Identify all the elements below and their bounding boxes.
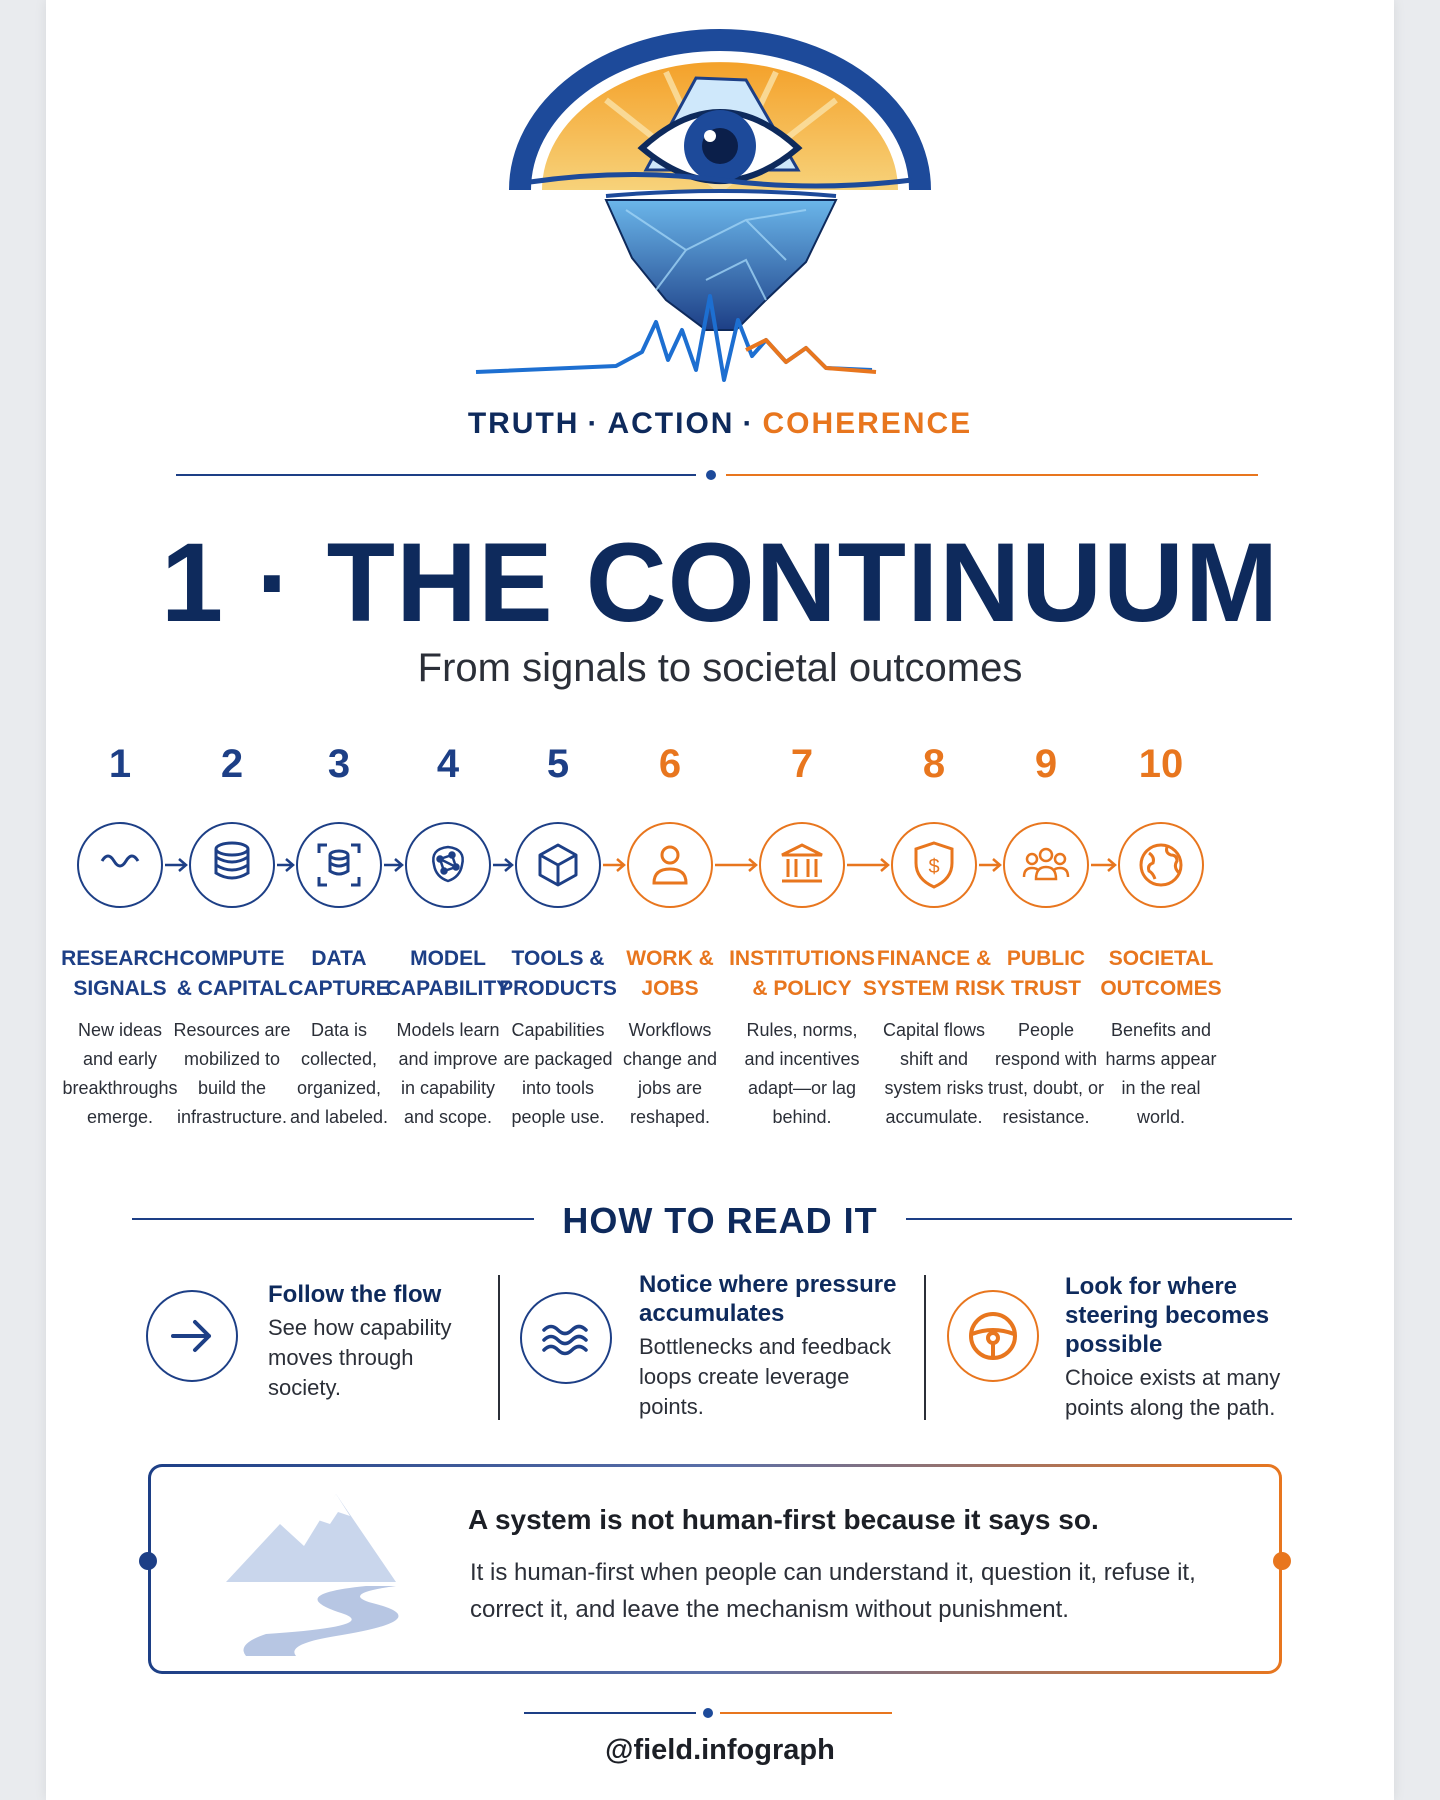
step-number: 10 bbox=[1138, 742, 1184, 786]
flow-arrow-icon bbox=[1091, 855, 1120, 875]
how-item-title: Notice where pressure accumulates bbox=[639, 1271, 897, 1327]
step-description: Capabilities are packaged into tools people use. bbox=[503, 1020, 613, 1127]
step-title-line: PUBLIC bbox=[1006, 947, 1086, 970]
step-title-line: TOOLS & bbox=[511, 947, 605, 970]
step-number: 6 bbox=[658, 742, 682, 786]
step-number: 7 bbox=[790, 742, 814, 786]
step-number: 8 bbox=[922, 742, 946, 786]
step-description: Capital flows shift and system risks accumulate. bbox=[882, 1020, 986, 1127]
step-title bbox=[859, 944, 1009, 1004]
infographic-card bbox=[46, 0, 1394, 1800]
step-title-line: CAPABILITY bbox=[385, 977, 511, 1000]
page-subtitle: From signals to societal outcomes bbox=[417, 646, 1023, 690]
flow-arrow-icon bbox=[384, 855, 407, 875]
mountain-path-icon bbox=[226, 1494, 426, 1656]
step-title bbox=[45, 944, 195, 1004]
step-title bbox=[595, 944, 745, 1004]
step-description: Rules, norms, and incentives adapt—or lag behind. bbox=[744, 1020, 860, 1127]
step-description: New ideas and early breakthroughs emerge. bbox=[62, 1020, 178, 1127]
top-divider bbox=[46, 465, 1394, 485]
step-title-line: DATA bbox=[311, 947, 367, 970]
step-title bbox=[157, 944, 307, 1004]
how-item-pressure bbox=[639, 1270, 899, 1422]
tagline-truth: TRUTH bbox=[467, 407, 580, 440]
how-separator bbox=[498, 1275, 500, 1420]
how-item-follow-flow bbox=[268, 1280, 468, 1403]
people-group-icon bbox=[1003, 822, 1089, 908]
how-separator bbox=[924, 1275, 926, 1420]
wave-icon bbox=[77, 822, 163, 908]
step-title-line: SYSTEM RISK bbox=[862, 977, 1006, 1000]
callout-left-dot bbox=[139, 1552, 157, 1570]
tagline-separator: · bbox=[587, 407, 600, 440]
step-number: 4 bbox=[436, 742, 460, 786]
step-number: 3 bbox=[327, 742, 351, 786]
step-title bbox=[483, 944, 633, 1004]
step-title-line: JOBS bbox=[641, 977, 699, 1000]
arrow-right-icon bbox=[146, 1290, 238, 1382]
how-item-steering bbox=[1065, 1272, 1295, 1423]
globe-icon bbox=[1118, 822, 1204, 908]
step-title bbox=[727, 944, 877, 1004]
step-title-line: MODEL bbox=[410, 947, 486, 970]
tagline bbox=[46, 407, 1394, 441]
iceberg-eye-logo bbox=[46, 0, 1394, 400]
callout-heading: A system is not human-first because it says so. bbox=[468, 1504, 1099, 1535]
flow-arrow-icon bbox=[979, 855, 1005, 875]
step-description: Benefits and harms appear in the real world. bbox=[1105, 1020, 1217, 1127]
step-number: 5 bbox=[546, 742, 570, 786]
step-title-line: SIGNALS bbox=[73, 977, 167, 1000]
step-title-line: SOCIETAL bbox=[1108, 947, 1214, 970]
how-item-text: Bottlenecks and feedback loops create leverage points. bbox=[639, 1334, 891, 1419]
institution-icon bbox=[759, 822, 845, 908]
waves-icon bbox=[520, 1292, 612, 1384]
step-title bbox=[971, 944, 1121, 1004]
step-title-line: CAPTURE bbox=[288, 977, 390, 1000]
step-description: Workflows change and jobs are reshaped. bbox=[622, 1020, 718, 1127]
step-title bbox=[1086, 944, 1236, 1004]
cube-icon bbox=[515, 822, 601, 908]
person-icon bbox=[627, 822, 713, 908]
flow-arrow-icon bbox=[603, 855, 629, 875]
step-description: People respond with trust, doubt, or resistance. bbox=[987, 1020, 1105, 1127]
step-title-line: WORK & bbox=[626, 947, 714, 970]
flow-arrow-icon bbox=[847, 855, 893, 875]
how-item-text: See how capability moves through society. bbox=[268, 1315, 452, 1400]
bottom-divider bbox=[46, 1703, 1394, 1723]
step-description: Resources are mobilized to build the infrastructure. bbox=[173, 1020, 291, 1127]
flow-arrow-icon bbox=[165, 855, 191, 875]
database-icon bbox=[189, 822, 275, 908]
step-title-line: & CAPITAL bbox=[176, 977, 288, 1000]
tagline-action: ACTION bbox=[607, 407, 735, 440]
step-title-line: PRODUCTS bbox=[499, 977, 617, 1000]
how-item-text: Choice exists at many points along the path. bbox=[1065, 1365, 1281, 1420]
step-title-line: INSTITUTIONS bbox=[729, 947, 875, 970]
svg-text:$: $ bbox=[928, 856, 940, 878]
page-title: 1 · THE CONTINUUM bbox=[160, 520, 1280, 645]
step-title-line: FINANCE & bbox=[876, 947, 992, 970]
author-handle: @field.infograph bbox=[605, 1734, 835, 1766]
shield-dollar-icon bbox=[891, 822, 977, 908]
flow-arrow-icon bbox=[493, 855, 517, 875]
data-capture-icon bbox=[296, 822, 382, 908]
step-title-line: RESEARCH bbox=[61, 947, 179, 970]
step-title-line: & POLICY bbox=[752, 977, 852, 1000]
flow-arrow-icon bbox=[277, 855, 298, 875]
flow-arrow-icon bbox=[715, 855, 761, 875]
step-title bbox=[373, 944, 523, 1004]
step-number: 9 bbox=[1034, 742, 1058, 786]
how-item-title: Follow the flow bbox=[268, 1281, 442, 1308]
step-title-line: TRUST bbox=[1011, 977, 1081, 1000]
callout-right-dot bbox=[1273, 1552, 1291, 1570]
step-number: 2 bbox=[220, 742, 244, 786]
callout-body: It is human-first when people can understand it, question it, refuse it, correct it, and leave the mechanism without punishment. bbox=[470, 1559, 1196, 1623]
tagline-coherence: COHERENCE bbox=[762, 407, 973, 440]
how-item-title: Look for where steering becomes possible bbox=[1065, 1273, 1270, 1358]
brain-network-icon bbox=[405, 822, 491, 908]
step-title-line: COMPUTE bbox=[179, 947, 285, 970]
step-number: 1 bbox=[108, 742, 132, 786]
tagline-separator: · bbox=[742, 407, 755, 440]
step-description: Models learn and improve in capability and scope. bbox=[396, 1020, 500, 1127]
step-title-line: OUTCOMES bbox=[1100, 977, 1222, 1000]
how-to-read-heading: HOW TO READ IT bbox=[562, 1200, 878, 1241]
step-title bbox=[264, 944, 414, 1004]
step-description: Data is collected, organized, and labeled. bbox=[289, 1020, 389, 1127]
steering-wheel-icon bbox=[947, 1290, 1039, 1382]
